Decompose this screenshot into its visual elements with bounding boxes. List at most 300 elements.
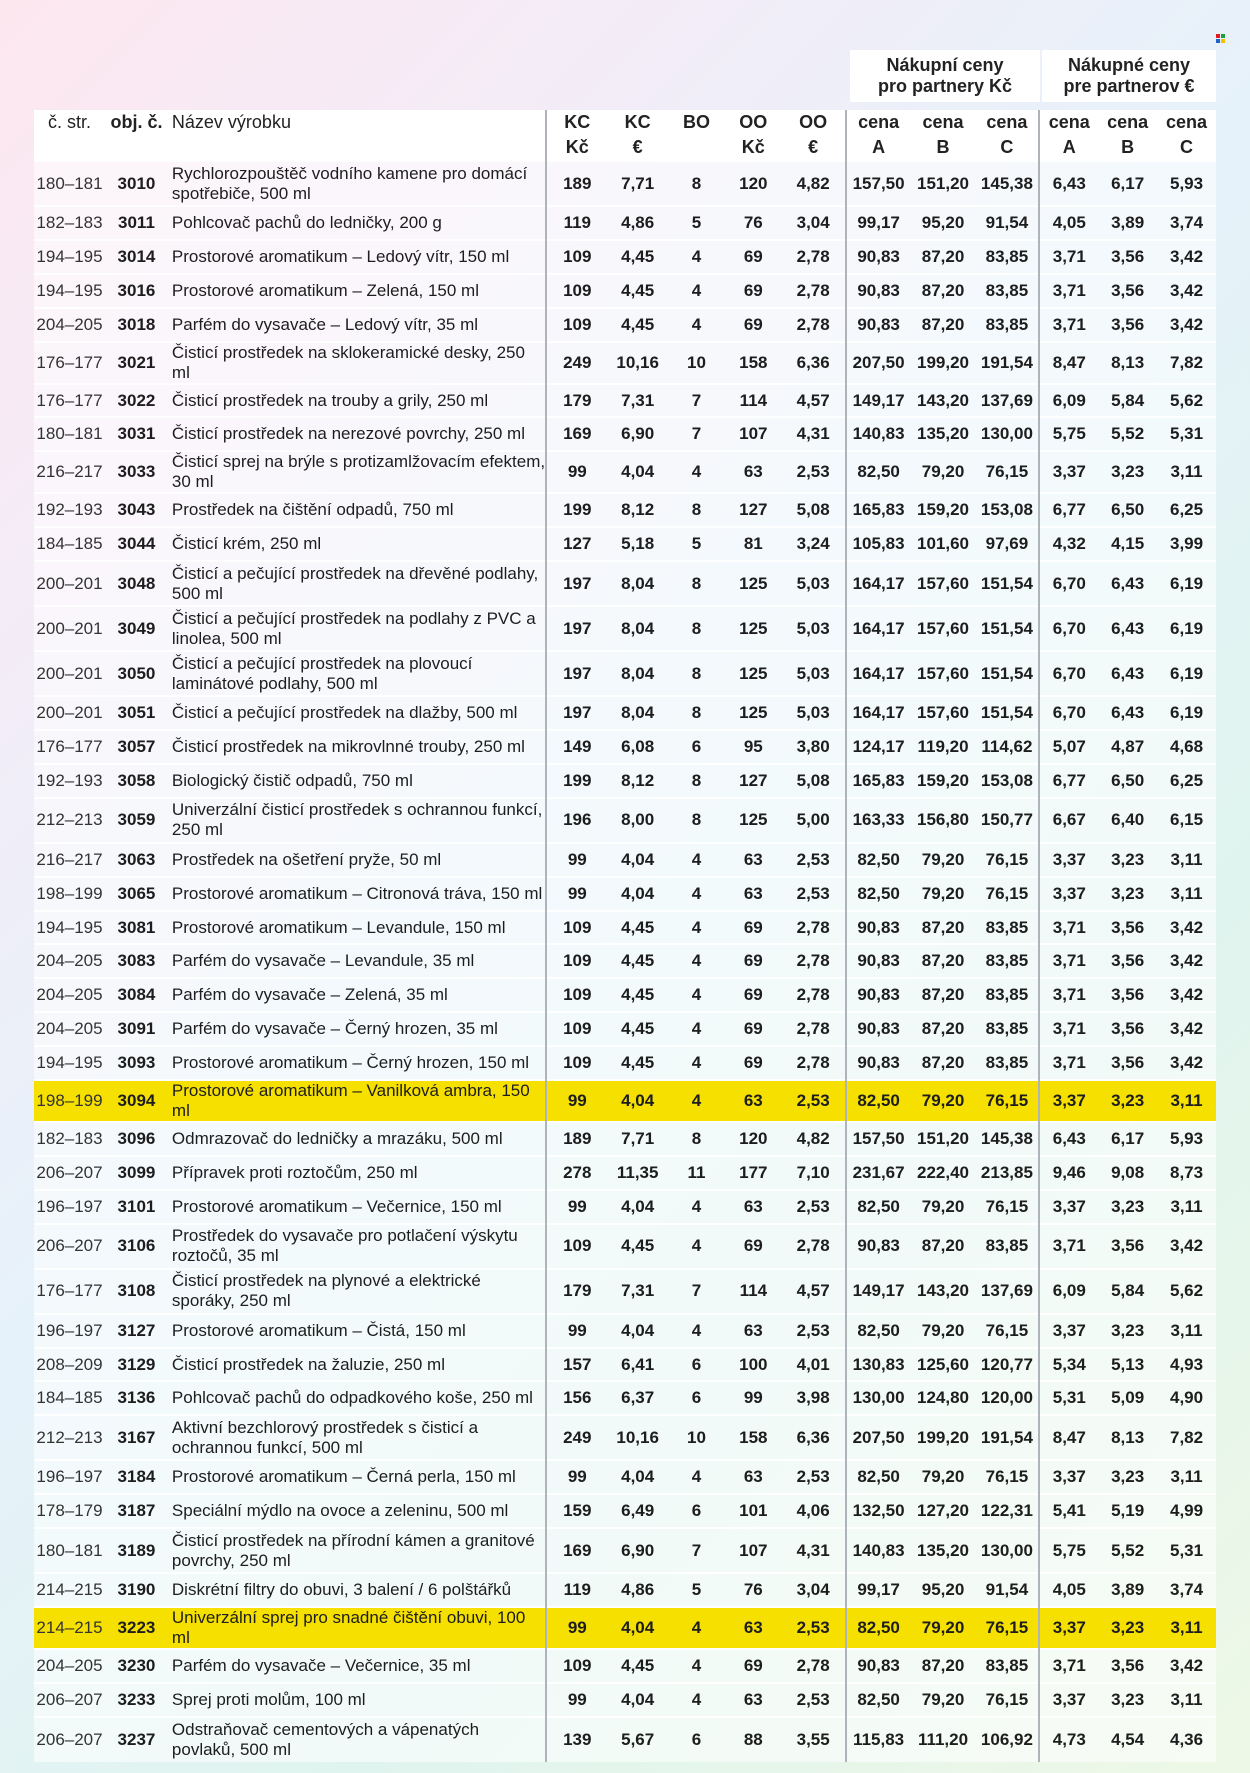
price-value-cell: 3,11 bbox=[1157, 877, 1216, 911]
price-value-cell: 87,20 bbox=[911, 944, 976, 978]
price-value-cell: 3,04 bbox=[782, 206, 846, 240]
product-name-cell: Prostředek na čištění odpadů, 750 ml bbox=[168, 493, 546, 527]
page-range-cell: 206–207 bbox=[34, 1683, 105, 1717]
order-number-cell: 3014 bbox=[105, 240, 168, 274]
page-range-cell: 196–197 bbox=[34, 1190, 105, 1224]
product-name-cell: Čisticí prostředek na přírodní kámen a granitové povrchy, 250 ml bbox=[168, 1528, 546, 1573]
price-value-cell: 3,23 bbox=[1098, 1460, 1157, 1494]
price-value-cell: 137,69 bbox=[975, 384, 1039, 418]
price-value-cell: 5,07 bbox=[1039, 730, 1098, 764]
price-value-cell: 114 bbox=[725, 1269, 782, 1314]
price-value-cell: 7 bbox=[668, 384, 725, 418]
page-range-cell: 180–181 bbox=[34, 161, 105, 206]
price-value-cell: 99 bbox=[546, 451, 607, 493]
price-value-cell: 115,83 bbox=[846, 1717, 911, 1762]
price-value-cell: 3,71 bbox=[1039, 308, 1098, 342]
product-name-cell: Parfém do vysavače – Levandule, 35 ml bbox=[168, 944, 546, 978]
price-value-cell: 82,50 bbox=[846, 1314, 911, 1348]
price-value-cell: 3,23 bbox=[1098, 1683, 1157, 1717]
price-value-cell: 10,16 bbox=[607, 1415, 668, 1460]
price-value-cell: 87,20 bbox=[911, 1046, 976, 1080]
price-value-cell: 151,54 bbox=[975, 561, 1039, 606]
table-row bbox=[34, 606, 1216, 651]
price-value-cell: 87,20 bbox=[911, 1649, 976, 1683]
order-number-cell: 3136 bbox=[105, 1381, 168, 1415]
price-value-cell: 3,11 bbox=[1157, 1080, 1216, 1122]
price-value-cell: 63 bbox=[725, 1460, 782, 1494]
order-number-cell: 3101 bbox=[105, 1190, 168, 1224]
page-range-cell: 204–205 bbox=[34, 978, 105, 1012]
price-value-cell: 6,50 bbox=[1098, 493, 1157, 527]
price-value-cell: 8,12 bbox=[607, 764, 668, 798]
price-value-cell: 99 bbox=[546, 843, 607, 877]
price-value-cell: 5,52 bbox=[1098, 417, 1157, 451]
price-value-cell: 3,71 bbox=[1039, 1012, 1098, 1046]
price-value-cell: 199,20 bbox=[911, 342, 976, 384]
order-number-cell: 3093 bbox=[105, 1046, 168, 1080]
price-value-cell: 3,56 bbox=[1098, 274, 1157, 308]
order-number-cell: 3129 bbox=[105, 1348, 168, 1382]
column-header: obj. č. bbox=[105, 110, 168, 135]
price-value-cell: 199 bbox=[546, 764, 607, 798]
price-value-cell: 6,70 bbox=[1039, 651, 1098, 696]
price-value-cell: 109 bbox=[546, 308, 607, 342]
price-value-cell: 8,04 bbox=[607, 696, 668, 730]
price-value-cell: 69 bbox=[725, 944, 782, 978]
price-value-cell: 69 bbox=[725, 1046, 782, 1080]
price-value-cell: 109 bbox=[546, 1046, 607, 1080]
price-value-cell: 3,37 bbox=[1039, 1607, 1098, 1649]
price-value-cell: 124,17 bbox=[846, 730, 911, 764]
column-header: B bbox=[1098, 135, 1157, 161]
price-value-cell: 6,70 bbox=[1039, 561, 1098, 606]
corner-mark-blue bbox=[1216, 39, 1220, 43]
product-name-cell: Biologický čistič odpadů, 750 ml bbox=[168, 764, 546, 798]
price-value-cell: 4 bbox=[668, 1224, 725, 1269]
price-value-cell: 157,60 bbox=[911, 606, 976, 651]
price-value-cell: 76,15 bbox=[975, 877, 1039, 911]
group-header-eur-label: Nákupné ceny pre partnerov € bbox=[1063, 55, 1195, 96]
price-value-cell: 109 bbox=[546, 978, 607, 1012]
table-row bbox=[34, 161, 1216, 206]
price-value-cell: 4 bbox=[668, 911, 725, 945]
order-number-cell: 3091 bbox=[105, 1012, 168, 1046]
price-value-cell: 3,37 bbox=[1039, 1460, 1098, 1494]
price-value-cell: 7,82 bbox=[1157, 342, 1216, 384]
price-value-cell: 143,20 bbox=[911, 1269, 976, 1314]
price-value-cell: 6,08 bbox=[607, 730, 668, 764]
order-number-cell: 3065 bbox=[105, 877, 168, 911]
price-value-cell: 82,50 bbox=[846, 1607, 911, 1649]
page-range-cell: 180–181 bbox=[34, 417, 105, 451]
price-value-cell: 69 bbox=[725, 978, 782, 1012]
price-value-cell: 3,56 bbox=[1098, 911, 1157, 945]
price-value-cell: 9,46 bbox=[1039, 1156, 1098, 1190]
price-value-cell: 3,55 bbox=[782, 1717, 846, 1762]
table-row bbox=[34, 1381, 1216, 1415]
price-value-cell: 76,15 bbox=[975, 1314, 1039, 1348]
table-row bbox=[34, 1348, 1216, 1382]
table-row bbox=[34, 1683, 1216, 1717]
product-name-cell: Parfém do vysavače – Večernice, 35 ml bbox=[168, 1649, 546, 1683]
table-row bbox=[34, 944, 1216, 978]
price-value-cell: 145,38 bbox=[975, 161, 1039, 206]
price-value-cell: 4 bbox=[668, 1046, 725, 1080]
price-value-cell: 4 bbox=[668, 1683, 725, 1717]
price-value-cell: 5,62 bbox=[1157, 384, 1216, 418]
price-value-cell: 4 bbox=[668, 978, 725, 1012]
order-number-cell: 3011 bbox=[105, 206, 168, 240]
price-value-cell: 76,15 bbox=[975, 843, 1039, 877]
product-name-cell: Aktivní bezchlorový prostředek s čisticí a ochrannou funkcí, 500 ml bbox=[168, 1415, 546, 1460]
product-name-cell: Čisticí prostředek na trouby a grily, 250 ml bbox=[168, 384, 546, 418]
price-value-cell: 3,37 bbox=[1039, 843, 1098, 877]
table-header bbox=[34, 110, 1216, 161]
price-value-cell: 76 bbox=[725, 206, 782, 240]
price-value-cell: 3,56 bbox=[1098, 1224, 1157, 1269]
price-value-cell: 2,78 bbox=[782, 911, 846, 945]
price-value-cell: 7,71 bbox=[607, 1122, 668, 1156]
price-value-cell: 2,78 bbox=[782, 274, 846, 308]
price-value-cell: 63 bbox=[725, 1190, 782, 1224]
order-number-cell: 3051 bbox=[105, 696, 168, 730]
price-value-cell: 6,19 bbox=[1157, 606, 1216, 651]
table-row bbox=[34, 1314, 1216, 1348]
price-value-cell: 6,90 bbox=[607, 417, 668, 451]
page-range-cell: 204–205 bbox=[34, 944, 105, 978]
table-row bbox=[34, 1080, 1216, 1122]
price-value-cell: 6,43 bbox=[1039, 161, 1098, 206]
price-value-cell: 4,31 bbox=[782, 1528, 846, 1573]
price-value-cell: 100 bbox=[725, 1348, 782, 1382]
price-value-cell: 4,45 bbox=[607, 1046, 668, 1080]
price-value-cell: 5,03 bbox=[782, 651, 846, 696]
price-value-cell: 127,20 bbox=[911, 1494, 976, 1528]
price-value-cell: 130,00 bbox=[846, 1381, 911, 1415]
price-value-cell: 87,20 bbox=[911, 274, 976, 308]
price-value-cell: 3,42 bbox=[1157, 1012, 1216, 1046]
page-range-cell: 198–199 bbox=[34, 877, 105, 911]
price-value-cell: 82,50 bbox=[846, 877, 911, 911]
page-range-cell: 212–213 bbox=[34, 1415, 105, 1460]
price-value-cell: 10,16 bbox=[607, 342, 668, 384]
table-row bbox=[34, 1717, 1216, 1762]
price-value-cell: 127 bbox=[725, 764, 782, 798]
product-name-cell: Prostorové aromatikum – Levandule, 150 ml bbox=[168, 911, 546, 945]
price-value-cell: 97,69 bbox=[975, 527, 1039, 561]
price-value-cell: 156,80 bbox=[911, 798, 976, 843]
price-value-cell: 99 bbox=[725, 1381, 782, 1415]
price-value-cell: 197 bbox=[546, 606, 607, 651]
price-value-cell: 4 bbox=[668, 1080, 725, 1122]
product-name-cell: Univerzální čisticí prostředek s ochrannou funkcí, 250 ml bbox=[168, 798, 546, 843]
price-value-cell: 3,89 bbox=[1098, 206, 1157, 240]
price-value-cell: 125,60 bbox=[911, 1348, 976, 1382]
price-value-cell: 159,20 bbox=[911, 493, 976, 527]
product-name-cell: Čisticí a pečující prostředek na podlahy z PVC a linolea, 500 ml bbox=[168, 606, 546, 651]
price-value-cell: 5,09 bbox=[1098, 1381, 1157, 1415]
product-name-cell: Prostorové aromatikum – Zelená, 150 ml bbox=[168, 274, 546, 308]
price-value-cell: 4,45 bbox=[607, 240, 668, 274]
page-range-cell: 206–207 bbox=[34, 1224, 105, 1269]
page-range-cell: 180–181 bbox=[34, 1528, 105, 1573]
price-value-cell: 125 bbox=[725, 798, 782, 843]
price-value-cell: 3,23 bbox=[1098, 1190, 1157, 1224]
price-value-cell: 8,04 bbox=[607, 561, 668, 606]
price-value-cell: 6,09 bbox=[1039, 1269, 1098, 1314]
price-value-cell: 3,37 bbox=[1039, 451, 1098, 493]
price-value-cell: 5 bbox=[668, 206, 725, 240]
price-value-cell: 63 bbox=[725, 877, 782, 911]
page-range-cell: 204–205 bbox=[34, 308, 105, 342]
price-value-cell: 4,04 bbox=[607, 1460, 668, 1494]
price-value-cell: 6,49 bbox=[607, 1494, 668, 1528]
price-value-cell: 3,23 bbox=[1098, 451, 1157, 493]
price-value-cell: 8,04 bbox=[607, 651, 668, 696]
page-range-cell: 198–199 bbox=[34, 1080, 105, 1122]
price-value-cell: 4,45 bbox=[607, 944, 668, 978]
price-value-cell: 4,15 bbox=[1098, 527, 1157, 561]
price-value-cell: 158 bbox=[725, 1415, 782, 1460]
page-range-cell: 182–183 bbox=[34, 206, 105, 240]
order-number-cell: 3184 bbox=[105, 1460, 168, 1494]
price-value-cell: 6,36 bbox=[782, 342, 846, 384]
group-header-czk-prices bbox=[850, 50, 1040, 102]
product-name-cell: Čisticí a pečující prostředek na dřevěné podlahy, 500 ml bbox=[168, 561, 546, 606]
price-value-cell: 4,45 bbox=[607, 911, 668, 945]
table-row bbox=[34, 274, 1216, 308]
price-value-cell: 6,43 bbox=[1098, 561, 1157, 606]
page-range-cell: 200–201 bbox=[34, 561, 105, 606]
price-value-cell: 83,85 bbox=[975, 308, 1039, 342]
price-value-cell: 130,00 bbox=[975, 417, 1039, 451]
page-range-cell: 200–201 bbox=[34, 606, 105, 651]
price-value-cell: 3,11 bbox=[1157, 843, 1216, 877]
price-value-cell: 119,20 bbox=[911, 730, 976, 764]
price-value-cell: 2,53 bbox=[782, 843, 846, 877]
order-number-cell: 3010 bbox=[105, 161, 168, 206]
price-value-cell: 76,15 bbox=[975, 451, 1039, 493]
price-value-cell: 249 bbox=[546, 342, 607, 384]
order-number-cell: 3048 bbox=[105, 561, 168, 606]
price-value-cell: 90,83 bbox=[846, 944, 911, 978]
price-value-cell: 4,32 bbox=[1039, 527, 1098, 561]
order-number-cell: 3108 bbox=[105, 1269, 168, 1314]
price-value-cell: 8 bbox=[668, 696, 725, 730]
price-value-cell: 8,13 bbox=[1098, 1415, 1157, 1460]
price-value-cell: 3,37 bbox=[1039, 1314, 1098, 1348]
order-number-cell: 3237 bbox=[105, 1717, 168, 1762]
column-header: cena bbox=[846, 110, 911, 135]
price-value-cell: 3,23 bbox=[1098, 1607, 1157, 1649]
price-value-cell: 109 bbox=[546, 274, 607, 308]
price-value-cell: 3,56 bbox=[1098, 1649, 1157, 1683]
price-value-cell: 151,20 bbox=[911, 161, 976, 206]
price-value-cell: 4,04 bbox=[607, 1683, 668, 1717]
price-value-cell: 63 bbox=[725, 1080, 782, 1122]
price-value-cell: 125 bbox=[725, 696, 782, 730]
column-header: C bbox=[1157, 135, 1216, 161]
price-value-cell: 7,31 bbox=[607, 1269, 668, 1314]
price-value-cell: 4,04 bbox=[607, 1190, 668, 1224]
price-value-cell: 79,20 bbox=[911, 877, 976, 911]
price-value-cell: 105,83 bbox=[846, 527, 911, 561]
price-value-cell: 137,69 bbox=[975, 1269, 1039, 1314]
price-value-cell: 109 bbox=[546, 911, 607, 945]
price-value-cell: 4,45 bbox=[607, 1649, 668, 1683]
price-value-cell: 69 bbox=[725, 1224, 782, 1269]
price-value-cell: 76,15 bbox=[975, 1607, 1039, 1649]
table-row bbox=[34, 1649, 1216, 1683]
table-row bbox=[34, 1156, 1216, 1190]
order-number-cell: 3099 bbox=[105, 1156, 168, 1190]
price-value-cell: 63 bbox=[725, 1683, 782, 1717]
price-value-cell: 91,54 bbox=[975, 1573, 1039, 1607]
product-name-cell: Čisticí prostředek na žaluzie, 250 ml bbox=[168, 1348, 546, 1382]
price-value-cell: 140,83 bbox=[846, 1528, 911, 1573]
price-value-cell: 3,11 bbox=[1157, 1460, 1216, 1494]
price-value-cell: 69 bbox=[725, 911, 782, 945]
price-value-cell: 99 bbox=[546, 1683, 607, 1717]
price-value-cell: 3,56 bbox=[1098, 944, 1157, 978]
price-value-cell: 5,03 bbox=[782, 696, 846, 730]
price-value-cell: 3,74 bbox=[1157, 1573, 1216, 1607]
price-value-cell: 79,20 bbox=[911, 1314, 976, 1348]
price-value-cell: 2,53 bbox=[782, 1460, 846, 1494]
price-value-cell: 3,42 bbox=[1157, 1649, 1216, 1683]
page-range-cell: 212–213 bbox=[34, 798, 105, 843]
price-value-cell: 3,11 bbox=[1157, 1683, 1216, 1717]
price-value-cell: 109 bbox=[546, 1012, 607, 1046]
price-value-cell: 157 bbox=[546, 1348, 607, 1382]
price-value-cell: 120 bbox=[725, 161, 782, 206]
column-header: BO bbox=[668, 110, 725, 135]
price-value-cell: 87,20 bbox=[911, 240, 976, 274]
price-value-cell: 5,75 bbox=[1039, 417, 1098, 451]
price-value-cell: 5 bbox=[668, 1573, 725, 1607]
price-value-cell: 107 bbox=[725, 1528, 782, 1573]
price-value-cell: 5,08 bbox=[782, 493, 846, 527]
price-value-cell: 114 bbox=[725, 384, 782, 418]
price-value-cell: 4,04 bbox=[607, 843, 668, 877]
price-value-cell: 8 bbox=[668, 651, 725, 696]
price-value-cell: 99 bbox=[546, 1607, 607, 1649]
price-value-cell: 4,04 bbox=[607, 1607, 668, 1649]
price-value-cell: 76,15 bbox=[975, 1080, 1039, 1122]
price-value-cell: 69 bbox=[725, 1649, 782, 1683]
page-range-cell: 184–185 bbox=[34, 527, 105, 561]
table-row bbox=[34, 877, 1216, 911]
table-row bbox=[34, 527, 1216, 561]
price-value-cell: 5,52 bbox=[1098, 1528, 1157, 1573]
price-value-cell: 4 bbox=[668, 1190, 725, 1224]
column-header bbox=[34, 135, 105, 161]
price-value-cell: 8 bbox=[668, 1122, 725, 1156]
price-value-cell: 2,78 bbox=[782, 1046, 846, 1080]
page-range-cell: 196–197 bbox=[34, 1460, 105, 1494]
price-value-cell: 4,04 bbox=[607, 1080, 668, 1122]
price-value-cell: 3,11 bbox=[1157, 1314, 1216, 1348]
page-range-cell: 214–215 bbox=[34, 1607, 105, 1649]
price-value-cell: 6,15 bbox=[1157, 798, 1216, 843]
price-value-cell: 5,41 bbox=[1039, 1494, 1098, 1528]
price-value-cell: 157,50 bbox=[846, 1122, 911, 1156]
table-row bbox=[34, 1460, 1216, 1494]
page-range-cell: 176–177 bbox=[34, 1269, 105, 1314]
product-name-cell: Prostorové aromatikum – Černý hrozen, 150 ml bbox=[168, 1046, 546, 1080]
price-value-cell: 4,06 bbox=[782, 1494, 846, 1528]
price-value-cell: 109 bbox=[546, 944, 607, 978]
price-value-cell: 179 bbox=[546, 384, 607, 418]
price-value-cell: 8,04 bbox=[607, 606, 668, 651]
order-number-cell: 3031 bbox=[105, 417, 168, 451]
price-value-cell: 79,20 bbox=[911, 1190, 976, 1224]
order-number-cell: 3081 bbox=[105, 911, 168, 945]
price-value-cell: 3,37 bbox=[1039, 1683, 1098, 1717]
price-value-cell: 4,68 bbox=[1157, 730, 1216, 764]
price-value-cell: 6,43 bbox=[1098, 696, 1157, 730]
price-value-cell: 3,23 bbox=[1098, 1080, 1157, 1122]
price-value-cell: 3,71 bbox=[1039, 240, 1098, 274]
table-row bbox=[34, 651, 1216, 696]
table-row bbox=[34, 1012, 1216, 1046]
price-value-cell: 5,00 bbox=[782, 798, 846, 843]
table-row bbox=[34, 1573, 1216, 1607]
price-value-cell: 3,71 bbox=[1039, 274, 1098, 308]
price-value-cell: 79,20 bbox=[911, 1080, 976, 1122]
price-value-cell: 132,50 bbox=[846, 1494, 911, 1528]
order-number-cell: 3021 bbox=[105, 342, 168, 384]
price-value-cell: 111,20 bbox=[911, 1717, 976, 1762]
price-value-cell: 3,04 bbox=[782, 1573, 846, 1607]
price-value-cell: 165,83 bbox=[846, 493, 911, 527]
column-header: cena bbox=[1157, 110, 1216, 135]
price-value-cell: 90,83 bbox=[846, 274, 911, 308]
price-value-cell: 8,73 bbox=[1157, 1156, 1216, 1190]
price-value-cell: 159 bbox=[546, 1494, 607, 1528]
price-value-cell: 91,54 bbox=[975, 206, 1039, 240]
price-value-cell: 90,83 bbox=[846, 911, 911, 945]
price-value-cell: 5,31 bbox=[1039, 1381, 1098, 1415]
table-row bbox=[34, 308, 1216, 342]
order-number-cell: 3018 bbox=[105, 308, 168, 342]
price-value-cell: 3,71 bbox=[1039, 1649, 1098, 1683]
price-value-cell: 90,83 bbox=[846, 1046, 911, 1080]
price-value-cell: 99 bbox=[546, 1460, 607, 1494]
table-row bbox=[34, 384, 1216, 418]
price-value-cell: 83,85 bbox=[975, 240, 1039, 274]
price-value-cell: 87,20 bbox=[911, 1224, 976, 1269]
price-value-cell: 87,20 bbox=[911, 978, 976, 1012]
price-value-cell: 4 bbox=[668, 451, 725, 493]
price-value-cell: 4,05 bbox=[1039, 1573, 1098, 1607]
price-value-cell: 6,43 bbox=[1098, 606, 1157, 651]
price-value-cell: 109 bbox=[546, 1649, 607, 1683]
corner-logo-mark bbox=[1216, 34, 1225, 43]
product-name-cell: Sprej proti molům, 100 ml bbox=[168, 1683, 546, 1717]
product-name-cell: Pohlcovač pachů do ledničky, 200 g bbox=[168, 206, 546, 240]
price-value-cell: 83,85 bbox=[975, 1046, 1039, 1080]
price-value-cell: 4,04 bbox=[607, 877, 668, 911]
price-value-cell: 99 bbox=[546, 877, 607, 911]
price-value-cell: 139 bbox=[546, 1717, 607, 1762]
price-value-cell: 90,83 bbox=[846, 978, 911, 1012]
price-value-cell: 157,60 bbox=[911, 696, 976, 730]
price-value-cell: 153,08 bbox=[975, 764, 1039, 798]
price-value-cell: 83,85 bbox=[975, 911, 1039, 945]
table-row bbox=[34, 417, 1216, 451]
price-value-cell: 157,60 bbox=[911, 651, 976, 696]
